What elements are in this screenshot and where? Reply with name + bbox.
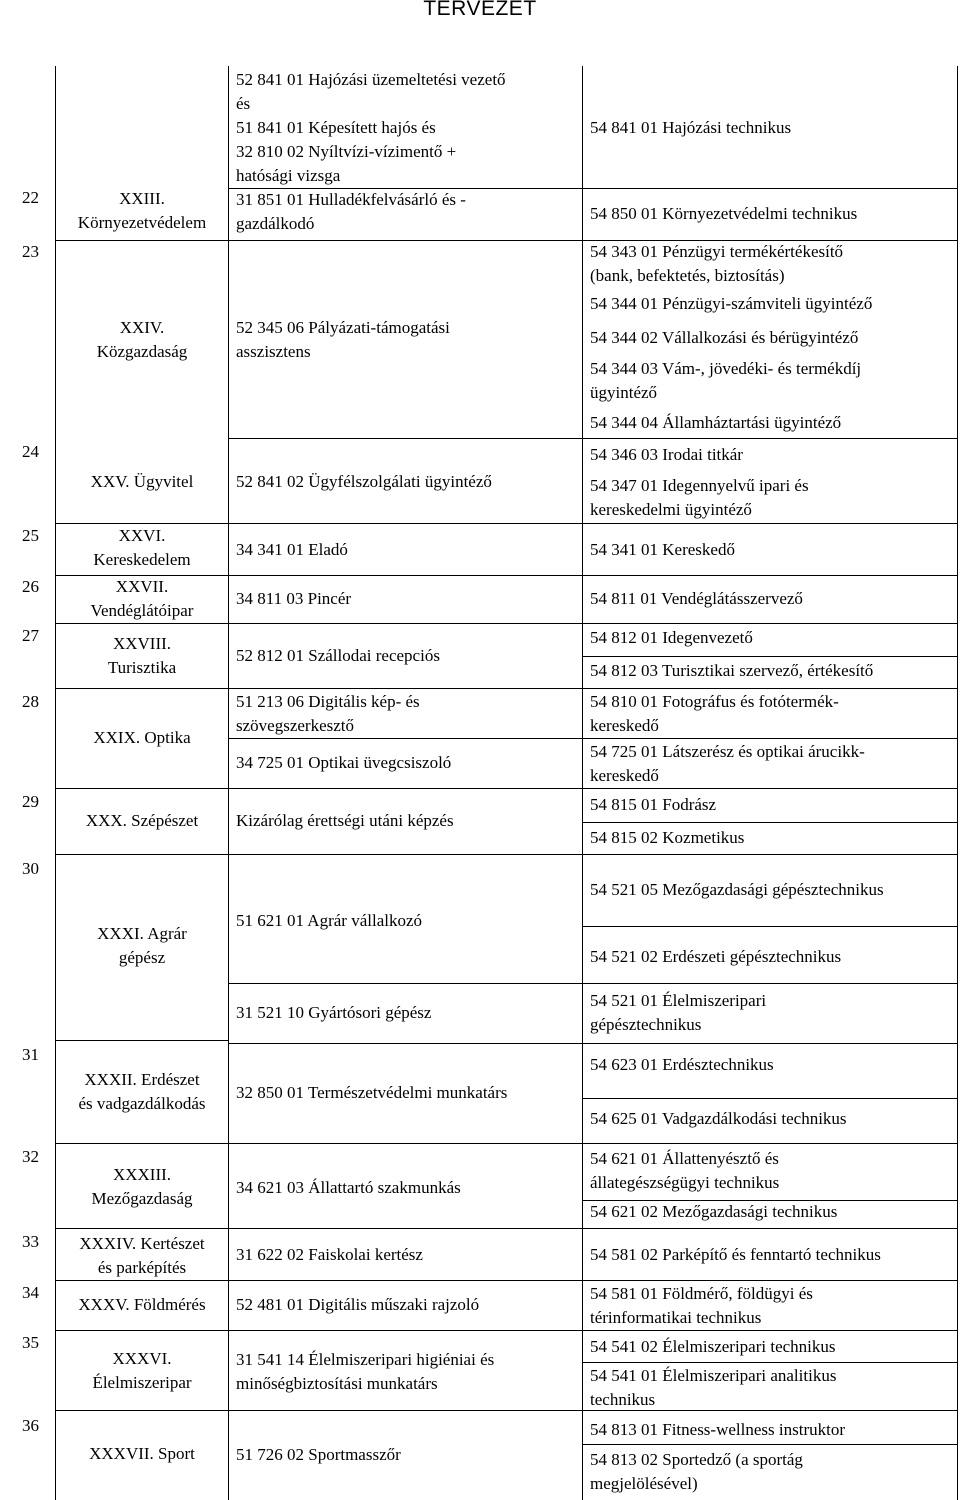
row-separator (55, 1330, 957, 1331)
basic-qualification: 32 850 01 Természetvédelmi munkatárs (236, 1083, 508, 1102)
row-number: 36 (22, 1416, 39, 1435)
technician-qualification: 54 581 01 Földmérő, földügyi és térinformatikai technikus (590, 1284, 813, 1327)
document-header: TERVEZET (423, 0, 537, 20)
row-number: 30 (22, 859, 39, 878)
technician-qualification: 54 813 02 Sportedző (a sportág megjelölésével) (590, 1450, 803, 1493)
technician-qualification: 54 811 01 Vendéglátásszervező (590, 589, 803, 608)
technician-qualification: 54 344 04 Államháztartási ügyintéző (590, 413, 842, 432)
technician-qualification: 54 815 01 Fodrász (590, 795, 717, 814)
basic-qualification: 34 621 03 Állattartó szakmunkás (236, 1178, 461, 1197)
basic-qualification: 31 541 14 Élelmiszeripari higiéniai és minőségbiztosítási munkatárs (236, 1350, 495, 1393)
grid-line (55, 66, 56, 1500)
row-number: 29 (22, 792, 39, 811)
technician-qualification: 54 621 02 Mezőgazdasági technikus (590, 1202, 838, 1221)
row-separator (582, 926, 957, 927)
row-number: 33 (22, 1232, 39, 1251)
basic-qualification: 31 622 02 Faiskolai kertész (236, 1245, 423, 1264)
basic-qualification: 34 341 01 Eladó (236, 540, 348, 559)
technician-qualification: 54 341 01 Kereskedő (590, 540, 735, 559)
row-separator (582, 188, 957, 189)
basic-qualification: 51 213 06 Digitális kép- és szövegszerkesztő (236, 692, 420, 735)
row-number: 23 (22, 242, 39, 261)
technician-qualification: 54 625 01 Vadgazdálkodási technikus (590, 1109, 847, 1128)
row-number: 32 (22, 1147, 39, 1166)
sector-label: XXVIII. Turisztika (107, 634, 177, 677)
technician-qualification: 54 812 01 Idegenvezető (590, 628, 753, 647)
row-number: 35 (22, 1333, 39, 1352)
basic-qualification: Kizárólag érettségi utáni képzés (236, 811, 454, 830)
technician-qualification: 54 521 02 Erdészeti gépésztechnikus (590, 947, 842, 966)
row-separator (228, 1043, 957, 1044)
basic-qualification: 31 521 10 Gyártósori gépész (236, 1003, 432, 1022)
basic-qualification: 51 726 02 Sportmasszőr (236, 1445, 401, 1464)
grid-line (228, 66, 229, 1500)
technician-qualification: 54 621 01 Állattenyésztő és állategészségügyi technikus (590, 1149, 780, 1192)
row-separator (228, 438, 957, 439)
sector-label: XXXVII. Sport (89, 1444, 195, 1463)
row-separator (582, 1444, 957, 1445)
technician-qualification: 54 521 05 Mezőgazdasági gépésztechnikus (590, 880, 884, 899)
sector-label: XXV. Ügyvitel (90, 472, 194, 491)
basic-qualification: 52 345 06 Pályázati-támogatási asszisztens (236, 318, 450, 361)
technician-qualification: 54 347 01 Idegennyelvű ipari és kereskedelmi ügyintéző (590, 476, 809, 519)
technician-qualification: 54 581 02 Parképítő és fenntartó technikus (590, 1245, 881, 1264)
row-separator (582, 1098, 957, 1099)
technician-qualification: 54 810 01 Fotográfus és fotótermék- kereskedő (590, 692, 839, 735)
row-separator (228, 983, 957, 984)
row-number: 25 (22, 526, 39, 545)
technician-qualification: 54 541 02 Élelmiszeripari technikus (590, 1337, 836, 1356)
sector-label: XXXVI. Élelmiszeripar (92, 1349, 192, 1392)
row-separator (582, 1362, 957, 1363)
technician-qualification: 54 815 02 Kozmetikus (590, 828, 745, 847)
basic-qualification: 52 812 01 Szállodai recepciós (236, 646, 440, 665)
technician-qualification: 54 344 03 Vám-, jövedéki- és termékdíj ügyintéző (590, 359, 862, 402)
row-number: 22 (22, 188, 39, 207)
sector-label: XXIX. Optika (93, 728, 191, 747)
sector-label: XXIII. Környezetvédelem (77, 189, 207, 232)
row-separator (55, 240, 228, 241)
row-separator (55, 623, 957, 624)
row-separator (55, 1143, 957, 1144)
technician-qualification: 54 346 03 Irodai titkár (590, 445, 743, 464)
grid-line (582, 66, 583, 1500)
sector-label: XXVII. Vendéglátóipar (90, 577, 194, 620)
row-separator (55, 1228, 957, 1229)
row-separator (582, 656, 957, 657)
sector-label: XXXV. Földmérés (78, 1295, 206, 1314)
technician-qualification: 54 725 01 Látszerész és optikai árucikk- kereskedő (590, 742, 865, 785)
row-number: 24 (22, 442, 39, 461)
row-separator (55, 788, 957, 789)
sector-label: XXVI. Kereskedelem (93, 526, 191, 569)
sector-label: XXIV. Közgazdaság (96, 318, 188, 361)
technician-qualification: 54 344 01 Pénzügyi-számviteli ügyintéző (590, 294, 873, 313)
row-number: 28 (22, 692, 39, 711)
basic-qualification: 52 841 01 Hajózási üzemeltetési vezető és 51 841 01 Képesített hajós és 32 810 02 Nyíltvízi-vízimentő + hatósági vizsga (236, 70, 506, 185)
row-separator (582, 822, 957, 823)
row-separator (55, 854, 957, 855)
row-separator (228, 738, 957, 739)
sector-label: XXXIV. Kertészet és parképítés (79, 1234, 205, 1277)
technician-qualification: 54 813 01 Fitness-wellness instruktor (590, 1420, 845, 1439)
technician-qualification: 54 841 01 Hajózási technikus (590, 118, 792, 137)
sector-label: XXXI. Agrár gépész (97, 924, 187, 967)
row-separator (55, 1040, 228, 1041)
row-number: 31 (22, 1045, 39, 1064)
grid-line (957, 66, 958, 1500)
basic-qualification: 31 851 01 Hulladékfelvásárló és - gazdálkodó (236, 190, 466, 233)
basic-qualification: 52 481 01 Digitális műszaki rajzoló (236, 1295, 480, 1314)
row-separator (228, 240, 582, 241)
technician-qualification: 54 541 01 Élelmiszeripari analitikus technikus (590, 1366, 837, 1409)
sector-label: XXXII. Erdészet és vadgazdálkodás (78, 1070, 206, 1113)
technician-qualification: 54 812 03 Turisztikai szervező, értékesítő (590, 661, 874, 680)
technician-qualification: 54 850 01 Környezetvédelmi technikus (590, 204, 858, 223)
basic-qualification: 52 841 02 Ügyfélszolgálati ügyintéző (236, 472, 492, 491)
technician-qualification: 54 344 02 Vállalkozási és bérügyintéző (590, 328, 859, 347)
technician-qualification: 54 623 01 Erdésztechnikus (590, 1055, 774, 1074)
row-separator (55, 688, 957, 689)
row-number: 27 (22, 626, 39, 645)
row-number: 26 (22, 577, 39, 596)
basic-qualification: 51 621 01 Agrár vállalkozó (236, 911, 423, 930)
sector-label: XXXIII. Mezőgazdaság (91, 1165, 193, 1208)
row-separator (55, 1280, 957, 1281)
technician-qualification: 54 343 01 Pénzügyi termékértékesítő (bank, befektetés, biztosítás) (590, 242, 844, 285)
sector-label: XXX. Szépészet (85, 811, 199, 830)
row-number: 34 (22, 1283, 39, 1302)
basic-qualification: 34 725 01 Optikai üvegcsiszoló (236, 753, 452, 772)
technician-qualification: 54 521 01 Élelmiszeripari gépésztechnikus (590, 991, 767, 1034)
basic-qualification: 34 811 03 Pincér (236, 589, 352, 608)
